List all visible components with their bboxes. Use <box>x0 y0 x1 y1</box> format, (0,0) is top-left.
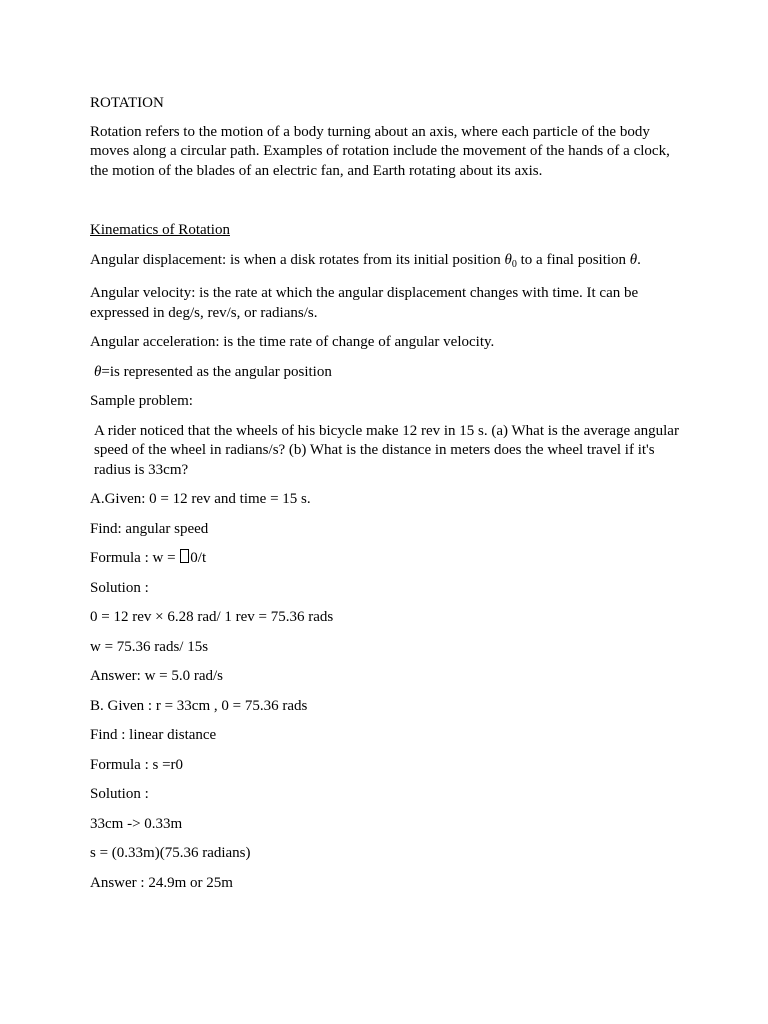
part-a-step-1: 0 = 12 rev × 6.28 rad/ 1 rev = 75.36 rads <box>90 609 334 625</box>
missing-glyph-icon <box>180 549 189 563</box>
theta-final-symbol: θ <box>629 251 638 268</box>
part-a-formula-after: 0/t <box>190 550 207 566</box>
document-title: ROTATION <box>90 95 164 111</box>
part-b-solution-label: Solution : <box>90 786 149 802</box>
theta-definition <box>90 363 680 383</box>
part-a-answer: Answer: w = 5.0 rad/s <box>90 668 224 684</box>
part-a-find: Find: angular speed <box>90 520 209 537</box>
theta-subscript: 0 <box>511 258 517 270</box>
angular-velocity-definition: Angular velocity: is the rate at which the angular displacement changes with time. It can be expressed in deg/s, rev/s, or radians/s. <box>90 285 639 321</box>
part-b-formula: Formula : s =r0 <box>90 756 184 773</box>
part-a-solution-label: Solution : <box>90 579 149 596</box>
angular-displacement-text-before: Angular displacement: is when a disk rotates from its initial position <box>90 251 505 268</box>
problem-statement: A rider noticed that the wheels of his bicycle make 12 rev in 15 s. (a) What is the average angular speed of the wheel in radians/s? (b) What is the distance in meters does the wheel travel if it's radius is 33cm? <box>94 422 679 478</box>
document-body <box>90 94 680 903</box>
theta-symbol: θ <box>504 251 512 268</box>
angular-displacement-definition <box>90 251 680 275</box>
angular-displacement-text-after: . <box>637 251 641 268</box>
part-a-given: A.Given: 0 = 12 rev and time = 15 s. <box>90 491 311 507</box>
sample-problem-label: Sample problem: <box>90 393 193 409</box>
part-b-step-1: 33cm -> 0.33m <box>90 815 183 832</box>
part-a-formula <box>90 549 680 569</box>
intro-paragraph: Rotation refers to the motion of a body turning about an axis, where each particle of the body moves along a circular path. Examples of rotation include the movement of the hands of a clock, the motion of the blades of an electric fan, and Earth rotating about its axis. <box>90 123 670 179</box>
part-a-formula-before: Formula : w = <box>90 550 180 566</box>
theta-symbol: θ <box>94 363 102 380</box>
section-heading: Kinematics of Rotation <box>90 222 230 238</box>
theta-definition-text: =is represented as the angular position <box>101 363 332 380</box>
part-b-given: B. Given : r = 33cm , 0 = 75.36 rads <box>90 697 308 714</box>
part-b-find: Find : linear distance <box>90 727 217 743</box>
part-a-step-2: w = 75.36 rads/ 15s <box>90 638 209 655</box>
part-b-step-2: s = (0.33m)(75.36 radians) <box>90 845 251 861</box>
angular-acceleration-definition: Angular acceleration: is the time rate of change of angular velocity. <box>90 334 495 350</box>
angular-displacement-text-middle: to a final position <box>516 251 630 268</box>
part-b-answer: Answer : 24.9m or 25m <box>90 874 233 891</box>
